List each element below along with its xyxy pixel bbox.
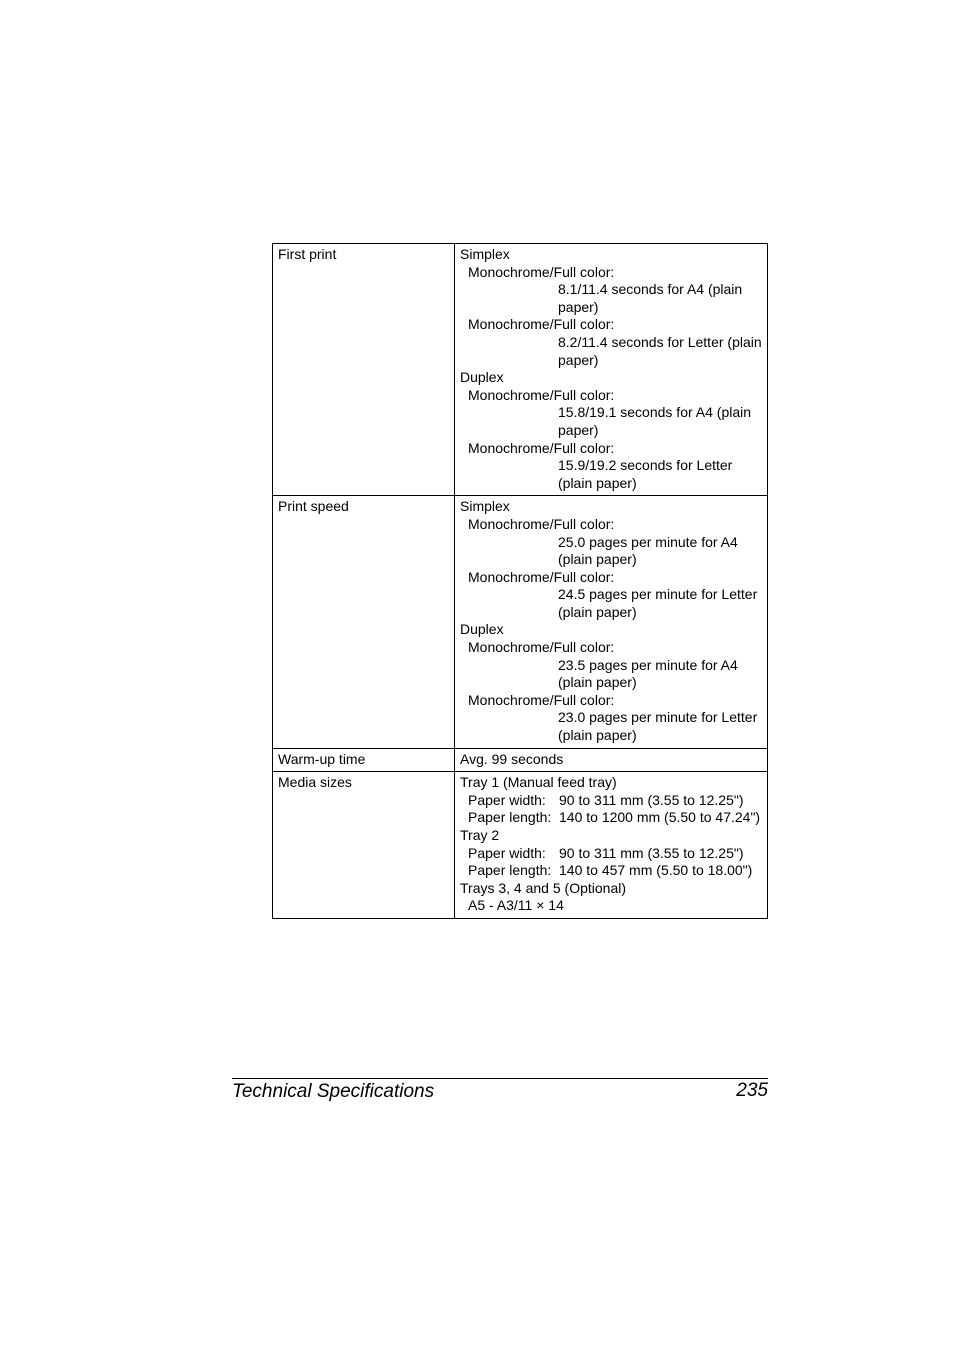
paper-length-label: Paper length: <box>468 862 552 879</box>
value-line: 8.2/11.4 seconds for Letter (plain <box>558 333 762 350</box>
paper-length-line <box>460 809 762 827</box>
row-label: Warm-up time <box>273 748 455 772</box>
value-line: 15.9/19.2 seconds for Letter <box>558 457 733 474</box>
tray-heading: Tray 2 <box>460 827 500 843</box>
mode-heading: Simplex <box>460 498 510 515</box>
sub-label: Monochrome/Full color: <box>468 639 615 656</box>
value-line: 24.5 pages per minute for Letter <box>558 586 758 603</box>
mode-heading: Duplex <box>460 369 504 386</box>
value-line: 23.5 pages per minute for A4 <box>558 656 738 673</box>
value-line: (plain paper) <box>558 551 637 568</box>
sub-label: Monochrome/Full color: <box>468 386 615 403</box>
paper-width-line <box>460 792 762 810</box>
row-label: Print speed <box>273 496 455 748</box>
value-line: 25.0 pages per minute for A4 <box>558 533 738 550</box>
value-line: 8.1/11.4 seconds for A4 (plain <box>558 281 743 298</box>
paper-width-value: 90 to 311 mm (3.55 to 12.25") <box>559 844 744 861</box>
row-value <box>455 496 768 748</box>
value-line: 23.0 pages per minute for Letter <box>558 709 758 726</box>
sub-label: Monochrome/Full color: <box>468 515 615 532</box>
table-row-media-sizes <box>273 772 768 919</box>
sub-label: Monochrome/Full color: <box>468 691 615 708</box>
row-label: Media sizes <box>273 772 455 919</box>
table-row-print-speed <box>273 496 768 748</box>
paper-length-value: 140 to 457 mm (5.50 to 18.00") <box>559 862 753 879</box>
tray-heading: Tray 1 (Manual feed tray) <box>460 774 617 791</box>
paper-length-label: Paper length: <box>468 809 552 826</box>
value-line: (plain paper) <box>558 674 637 691</box>
footer-section-title: Technical Specifications <box>232 1081 435 1102</box>
row-label: First print <box>273 244 455 496</box>
tray-heading: Trays 3, 4 and 5 (Optional) <box>460 879 627 896</box>
table-row-first-print <box>273 244 768 496</box>
value-line: (plain paper) <box>558 727 637 744</box>
value-line: 15.8/19.1 seconds for A4 (plain <box>558 404 752 421</box>
paper-length-line <box>460 862 762 880</box>
mode-heading: Simplex <box>460 246 510 262</box>
page-number: 235 <box>736 1080 768 1101</box>
row-value <box>455 244 768 496</box>
value-line: paper) <box>558 421 599 438</box>
value-line: (plain paper) <box>558 474 637 491</box>
value-line: paper) <box>558 351 599 368</box>
paper-width-value: 90 to 311 mm (3.55 to 12.25") <box>559 791 744 808</box>
row-value <box>455 748 768 772</box>
paper-length-value: 140 to 1200 mm (5.50 to 47.24") <box>559 809 761 826</box>
table-row-warm-up-time <box>273 748 768 772</box>
paper-width-label: Paper width: <box>468 844 546 861</box>
value-line: Avg. 99 seconds <box>460 750 564 767</box>
sub-label: Monochrome/Full color: <box>468 316 615 333</box>
media-size-range: A5 - A3/11 × 14 <box>468 897 564 914</box>
sub-label: Monochrome/Full color: <box>468 439 615 456</box>
sub-label: Monochrome/Full color: <box>468 568 615 585</box>
footer-divider <box>232 1078 768 1079</box>
specifications-table <box>272 243 768 919</box>
paper-width-label: Paper width: <box>468 791 546 808</box>
row-value <box>455 772 768 919</box>
sub-label: Monochrome/Full color: <box>468 263 615 280</box>
mode-heading: Duplex <box>460 621 504 638</box>
paper-width-line <box>460 845 762 863</box>
value-line: (plain paper) <box>558 603 637 620</box>
value-line: paper) <box>558 298 599 315</box>
